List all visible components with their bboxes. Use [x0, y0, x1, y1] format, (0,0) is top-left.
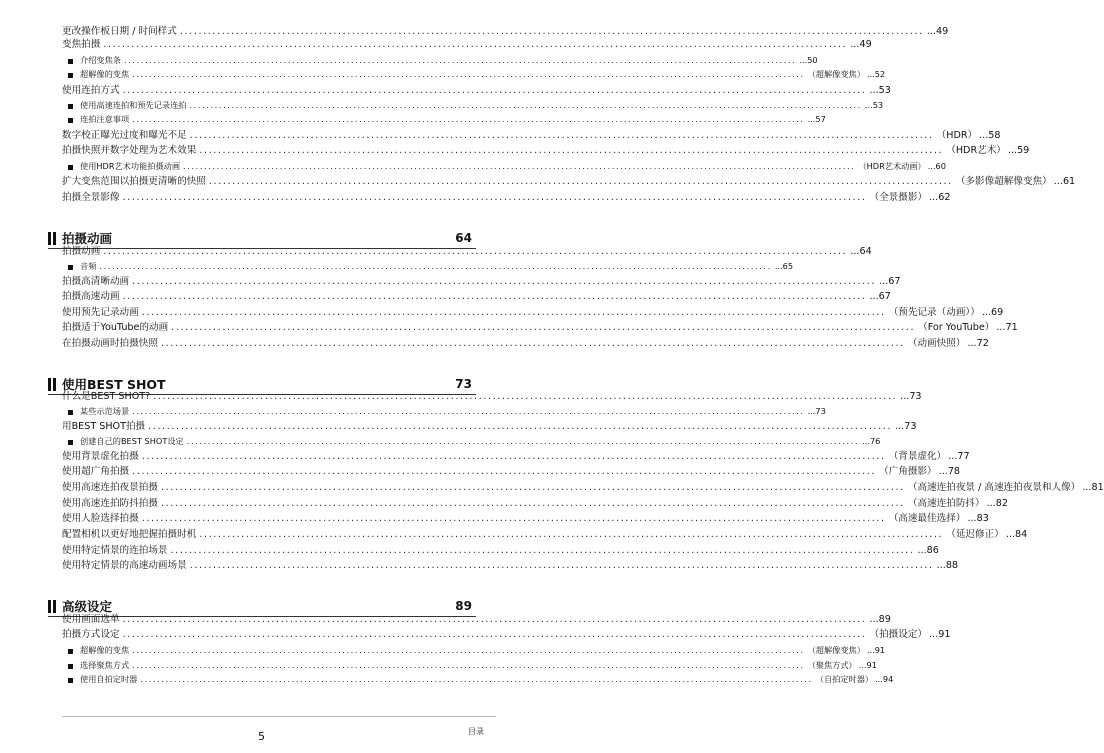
entry-page-number: 53	[872, 100, 884, 110]
toc-entry[interactable]	[62, 558, 959, 572]
entry-title: 更改操作板日期 / 时间样式	[62, 26, 177, 37]
entry-title: 使用特定情景的高速动画场景	[62, 560, 187, 571]
toc-entry[interactable]	[62, 496, 1008, 510]
entry-title: 拍摄方式设定	[62, 629, 120, 640]
dot-leader: ................................................................................................................................................................	[122, 629, 867, 640]
dot-leader: ................................................................................................................................................................	[148, 421, 893, 432]
entry-title: 使用HDR艺术功能拍摄动画	[80, 161, 181, 171]
toc-entry[interactable]	[62, 190, 951, 204]
entry-title: 某些示范场景	[80, 406, 130, 416]
entry-mode-tag: （自拍定时器）	[815, 674, 874, 684]
page-leader: ...	[879, 276, 889, 287]
toc-subentry[interactable]	[66, 433, 881, 447]
entry-page-number: 73	[815, 406, 826, 416]
page-leader: ...	[875, 674, 883, 684]
page-leader: ...	[864, 100, 873, 110]
toc-entry[interactable]	[62, 527, 1028, 541]
toc-entry[interactable]	[62, 511, 989, 525]
entry-page-number: 64	[859, 246, 872, 257]
toc-entry[interactable]	[62, 320, 1018, 334]
section-title: 高级设定	[62, 599, 113, 614]
page-leader: ...	[850, 246, 860, 257]
page-leader: ...	[850, 39, 860, 50]
entry-title: 扩大变焦范围以拍摄更清晰的快照	[62, 176, 206, 187]
page-leader: ...	[981, 307, 991, 318]
bullet-icon	[68, 265, 73, 270]
dot-leader: ................................................................................................................................................................	[208, 176, 953, 187]
entry-mode-tag: （延迟修正）	[946, 529, 1004, 540]
entry-page-number: 49	[859, 39, 872, 50]
page-leader: ...	[807, 406, 816, 416]
entry-title: 音频	[80, 261, 97, 271]
toc-entry[interactable]	[62, 464, 961, 478]
page-leader: ...	[1053, 176, 1063, 187]
entry-page-number: 76	[869, 436, 881, 446]
dot-leader: ................................................................................................................................................................	[132, 276, 877, 287]
page-leader: ...	[799, 55, 808, 65]
entry-page-number: 73	[904, 421, 917, 432]
dot-leader: ................................................................................................................................................................	[103, 39, 848, 50]
dot-leader: ................................................................................................................................................................	[186, 436, 860, 446]
entry-title: 使用超广角拍摄	[62, 466, 130, 477]
entry-title: 数字校正曝光过度和曝光不足	[62, 130, 187, 141]
entry-page-number: 91	[938, 629, 951, 640]
entry-title: 拍摄快照并数字处理为艺术效果	[62, 145, 197, 156]
entry-page-number: 58	[988, 130, 1001, 141]
section-page-number: 73	[455, 377, 472, 391]
page-leader: ...	[1082, 482, 1092, 493]
entry-page-number: 61	[1062, 176, 1076, 187]
page-leader: ...	[869, 614, 879, 625]
section-title: 拍摄动画	[62, 231, 113, 246]
dot-leader: ................................................................................................................................................................	[160, 498, 905, 509]
entry-title: 使用自拍定时器	[80, 674, 138, 684]
toc-subentry[interactable]	[66, 403, 826, 417]
dot-leader: ................................................................................................................................................................	[132, 466, 877, 477]
section-marker	[48, 232, 51, 245]
entry-title: 拍摄适于YouTube的动画	[62, 322, 169, 333]
dot-leader: ................................................................................................................................................................	[189, 560, 934, 571]
entry-title: 什么是BEST SHOT?	[62, 391, 151, 402]
page-leader: ...	[869, 291, 879, 302]
dot-leader: ................................................................................................................................................................	[122, 614, 867, 625]
entry-title: 连拍注意事项	[80, 114, 130, 124]
entry-page-number: 53	[878, 85, 891, 96]
toc-entry[interactable]	[62, 174, 1076, 188]
page-leader: ...	[986, 498, 996, 509]
entry-title: 使用背景虚化拍摄	[62, 451, 139, 462]
toc-subentry[interactable]	[66, 258, 794, 272]
entry-mode-tag: （高速连拍夜景 / 高速连拍夜景和人像）	[907, 482, 1081, 493]
entry-page-number: 65	[782, 261, 794, 271]
entry-title: 拍摄高速动画	[62, 291, 120, 302]
entry-title: 使用特定情景的连拍场景	[62, 545, 168, 556]
bullet-icon	[68, 165, 73, 170]
page-leader: ...	[866, 645, 875, 655]
bullet-icon	[68, 678, 73, 683]
entry-page-number: 71	[1005, 322, 1018, 333]
entry-title: 拍摄全景影像	[62, 192, 120, 203]
page-leader: ...	[900, 391, 910, 402]
dot-leader: ................................................................................................................................................................	[132, 114, 805, 124]
entry-page-number: 81	[1091, 482, 1104, 493]
toc-subentry[interactable]	[66, 657, 877, 671]
toc-entry[interactable]	[62, 543, 939, 557]
page-leader: ...	[938, 466, 948, 477]
footer-divider	[62, 716, 496, 717]
entry-page-number: 91	[866, 660, 877, 670]
toc-entry[interactable]	[62, 143, 1030, 157]
page-leader: ...	[866, 69, 875, 79]
section-page-number: 89	[455, 599, 472, 613]
page-leader: ...	[1007, 145, 1018, 156]
entry-mode-tag: （超解像变焦）	[807, 645, 865, 655]
entry-page-number: 57	[815, 114, 826, 124]
toc-entry[interactable]	[62, 24, 949, 38]
page-leader: ...	[895, 421, 905, 432]
entry-page-number: 62	[938, 192, 951, 203]
bullet-icon	[68, 664, 73, 669]
bullet-icon	[68, 118, 73, 123]
entry-page-number: 82	[995, 498, 1008, 509]
section-marker	[53, 232, 56, 245]
entry-title: 选择聚焦方式	[80, 660, 130, 670]
section-marker	[53, 378, 56, 391]
toc-entry[interactable]	[62, 336, 989, 350]
entry-mode-tag: （多影像超解像变焦）	[955, 176, 1052, 187]
section-marker	[48, 600, 51, 613]
entry-page-number: 60	[935, 161, 946, 171]
entry-title: 使用画面选单	[62, 614, 120, 625]
dot-leader: ................................................................................................................................................................	[189, 130, 934, 141]
entry-page-number: 83	[976, 513, 989, 524]
dot-leader: ................................................................................................................................................................	[123, 55, 797, 65]
entry-title: 配置相机以更好地把握拍摄时机	[62, 529, 197, 540]
page-leader: ...	[929, 629, 939, 640]
toc-entry[interactable]	[62, 83, 891, 97]
toc-entry[interactable]	[62, 244, 872, 258]
entry-mode-tag: （高速连拍防抖）	[907, 498, 985, 509]
toc-entry[interactable]	[62, 449, 970, 463]
entry-mode-tag: （拍摄设定）	[869, 629, 928, 640]
dot-leader: ................................................................................................................................................................	[132, 406, 805, 416]
toc-subentry[interactable]	[66, 642, 886, 656]
entry-mode-tag: （超解像变焦）	[807, 69, 865, 79]
page-leader: ...	[967, 513, 977, 524]
entry-page-number: 49	[935, 26, 949, 37]
section-marker	[48, 378, 51, 391]
dot-leader: ................................................................................................................................................................	[179, 26, 924, 37]
dot-leader: ................................................................................................................................................................	[183, 161, 856, 171]
entry-title: 使用高速连拍夜景拍摄	[62, 482, 158, 493]
entry-title: 在拍摄动画时拍摄快照	[62, 338, 158, 349]
entry-page-number: 88	[945, 560, 959, 571]
dot-leader: ................................................................................................................................................................	[189, 100, 862, 110]
entry-page-number: 67	[888, 276, 901, 287]
bullet-icon	[68, 73, 73, 78]
toc-subentry[interactable]	[66, 66, 886, 80]
bullet-icon	[68, 410, 73, 415]
page-leader: ...	[926, 26, 936, 37]
page-leader: ...	[929, 192, 939, 203]
toc-subentry[interactable]	[66, 158, 946, 172]
page-leader: ...	[948, 451, 958, 462]
dot-leader: ................................................................................................................................................................	[122, 85, 867, 96]
entry-page-number: 78	[947, 466, 961, 477]
page-leader: ...	[996, 322, 1006, 333]
entry-mode-tag: （高速最佳选择）	[888, 513, 966, 524]
entry-mode-tag: （HDR）	[936, 130, 978, 141]
entry-mode-tag: （广角摄影）	[879, 466, 937, 477]
dot-leader: ................................................................................................................................................................	[132, 660, 805, 670]
page-leader: ...	[967, 338, 977, 349]
toc-entry[interactable]	[62, 37, 872, 51]
dot-leader: ................................................................................................................................................................	[99, 261, 772, 271]
toc-entry[interactable]	[62, 419, 917, 433]
section-marker	[53, 600, 56, 613]
entry-page-number: 94	[882, 674, 894, 684]
entry-page-number: 91	[874, 645, 886, 655]
entry-page-number: 72	[976, 338, 989, 349]
toc-entry[interactable]	[62, 305, 1004, 319]
toc-entry[interactable]	[62, 289, 891, 303]
toc-entry[interactable]	[62, 274, 901, 288]
toc-entry[interactable]	[62, 389, 922, 403]
entry-page-number: 52	[874, 69, 886, 79]
toc-entry[interactable]	[62, 627, 951, 641]
dot-leader: ................................................................................................................................................................	[132, 69, 805, 79]
entry-mode-tag: （预先记录（动画））	[888, 307, 980, 318]
entry-page-number: 59	[1017, 145, 1030, 156]
dot-leader: ................................................................................................................................................................	[141, 307, 886, 318]
toc-entry[interactable]	[62, 612, 891, 626]
dot-leader: ................................................................................................................................................................	[160, 338, 905, 349]
dot-leader: ................................................................................................................................................................	[160, 482, 905, 493]
entry-title: 拍摄动画	[62, 246, 101, 257]
footer-section-label: 目录	[468, 727, 484, 736]
entry-mode-tag: （全景摄影）	[869, 192, 928, 203]
page-leader: ...	[917, 545, 927, 556]
entry-mode-tag: （动画快照）	[907, 338, 966, 349]
page-leader: ...	[807, 114, 816, 124]
page-leader: ...	[936, 560, 946, 571]
page-leader: ...	[979, 130, 989, 141]
dot-leader: ................................................................................................................................................................	[132, 645, 805, 655]
toc-subentry[interactable]	[66, 97, 884, 111]
entry-title: 介绍变焦条	[80, 55, 121, 65]
entry-title: 使用连拍方式	[62, 85, 120, 96]
entry-mode-tag: （HDR艺术）	[946, 145, 1006, 156]
page-leader: ...	[774, 261, 783, 271]
section-title: 使用BEST SHOT	[62, 377, 166, 392]
dot-leader: ................................................................................................................................................................	[199, 145, 944, 156]
bullet-icon	[68, 440, 73, 445]
entry-title: 使用预先记录动画	[62, 307, 139, 318]
dot-leader: ................................................................................................................................................................	[171, 322, 916, 333]
toc-entry[interactable]	[62, 128, 1001, 142]
entry-title: 使用高速连拍和预先记录连拍	[80, 100, 187, 110]
entry-page-number: 67	[878, 291, 891, 302]
entry-page-number: 50	[807, 55, 818, 65]
dot-leader: ................................................................................................................................................................	[170, 545, 915, 556]
entry-page-number: 69	[990, 307, 1004, 318]
entry-title: 使用高速连拍防抖拍摄	[62, 498, 158, 509]
section-page-number: 64	[455, 231, 472, 245]
entry-page-number: 77	[957, 451, 970, 462]
page-leader: ...	[858, 660, 867, 670]
entry-title: 创建自己的BEST SHOT设定	[80, 436, 184, 446]
entry-page-number: 73	[909, 391, 922, 402]
entry-mode-tag: （HDR艺术动画）	[858, 161, 926, 171]
dot-leader: ................................................................................................................................................................	[141, 513, 886, 524]
entry-title: 用BEST SHOT拍摄	[62, 421, 146, 432]
entry-title: 超解像的变焦	[80, 69, 130, 79]
bullet-icon	[68, 104, 73, 109]
bullet-icon	[68, 59, 73, 64]
dot-leader: ................................................................................................................................................................	[140, 674, 813, 684]
dot-leader: ................................................................................................................................................................	[153, 391, 898, 402]
page-leader: ...	[869, 85, 879, 96]
dot-leader: ................................................................................................................................................................	[122, 192, 867, 203]
toc-subentry[interactable]	[66, 52, 818, 66]
entry-title: 使用人脸选择拍摄	[62, 513, 139, 524]
entry-title: 变焦拍摄	[62, 39, 101, 50]
entry-title: 超解像的变焦	[80, 645, 130, 655]
entry-mode-tag: （背景虚化）	[888, 451, 947, 462]
bullet-icon	[68, 649, 73, 654]
dot-leader: ................................................................................................................................................................	[103, 246, 848, 257]
entry-page-number: 86	[926, 545, 939, 556]
page-leader: ...	[927, 161, 936, 171]
entry-page-number: 89	[878, 614, 891, 625]
dot-leader: ................................................................................................................................................................	[122, 291, 867, 302]
toc-subentry[interactable]	[66, 111, 826, 125]
entry-mode-tag: （聚焦方式）	[807, 660, 857, 670]
entry-page-number: 84	[1014, 529, 1028, 540]
dot-leader: ................................................................................................................................................................	[199, 529, 944, 540]
page-leader: ...	[1005, 529, 1015, 540]
entry-mode-tag: （For YouTube）	[918, 322, 995, 333]
entry-title: 拍摄高清晰动画	[62, 276, 130, 287]
toc-entry[interactable]	[62, 480, 1104, 494]
page-leader: ...	[862, 436, 870, 446]
page-number: 5	[258, 730, 265, 743]
toc-subentry[interactable]	[66, 671, 894, 685]
dot-leader: ................................................................................................................................................................	[141, 451, 886, 462]
